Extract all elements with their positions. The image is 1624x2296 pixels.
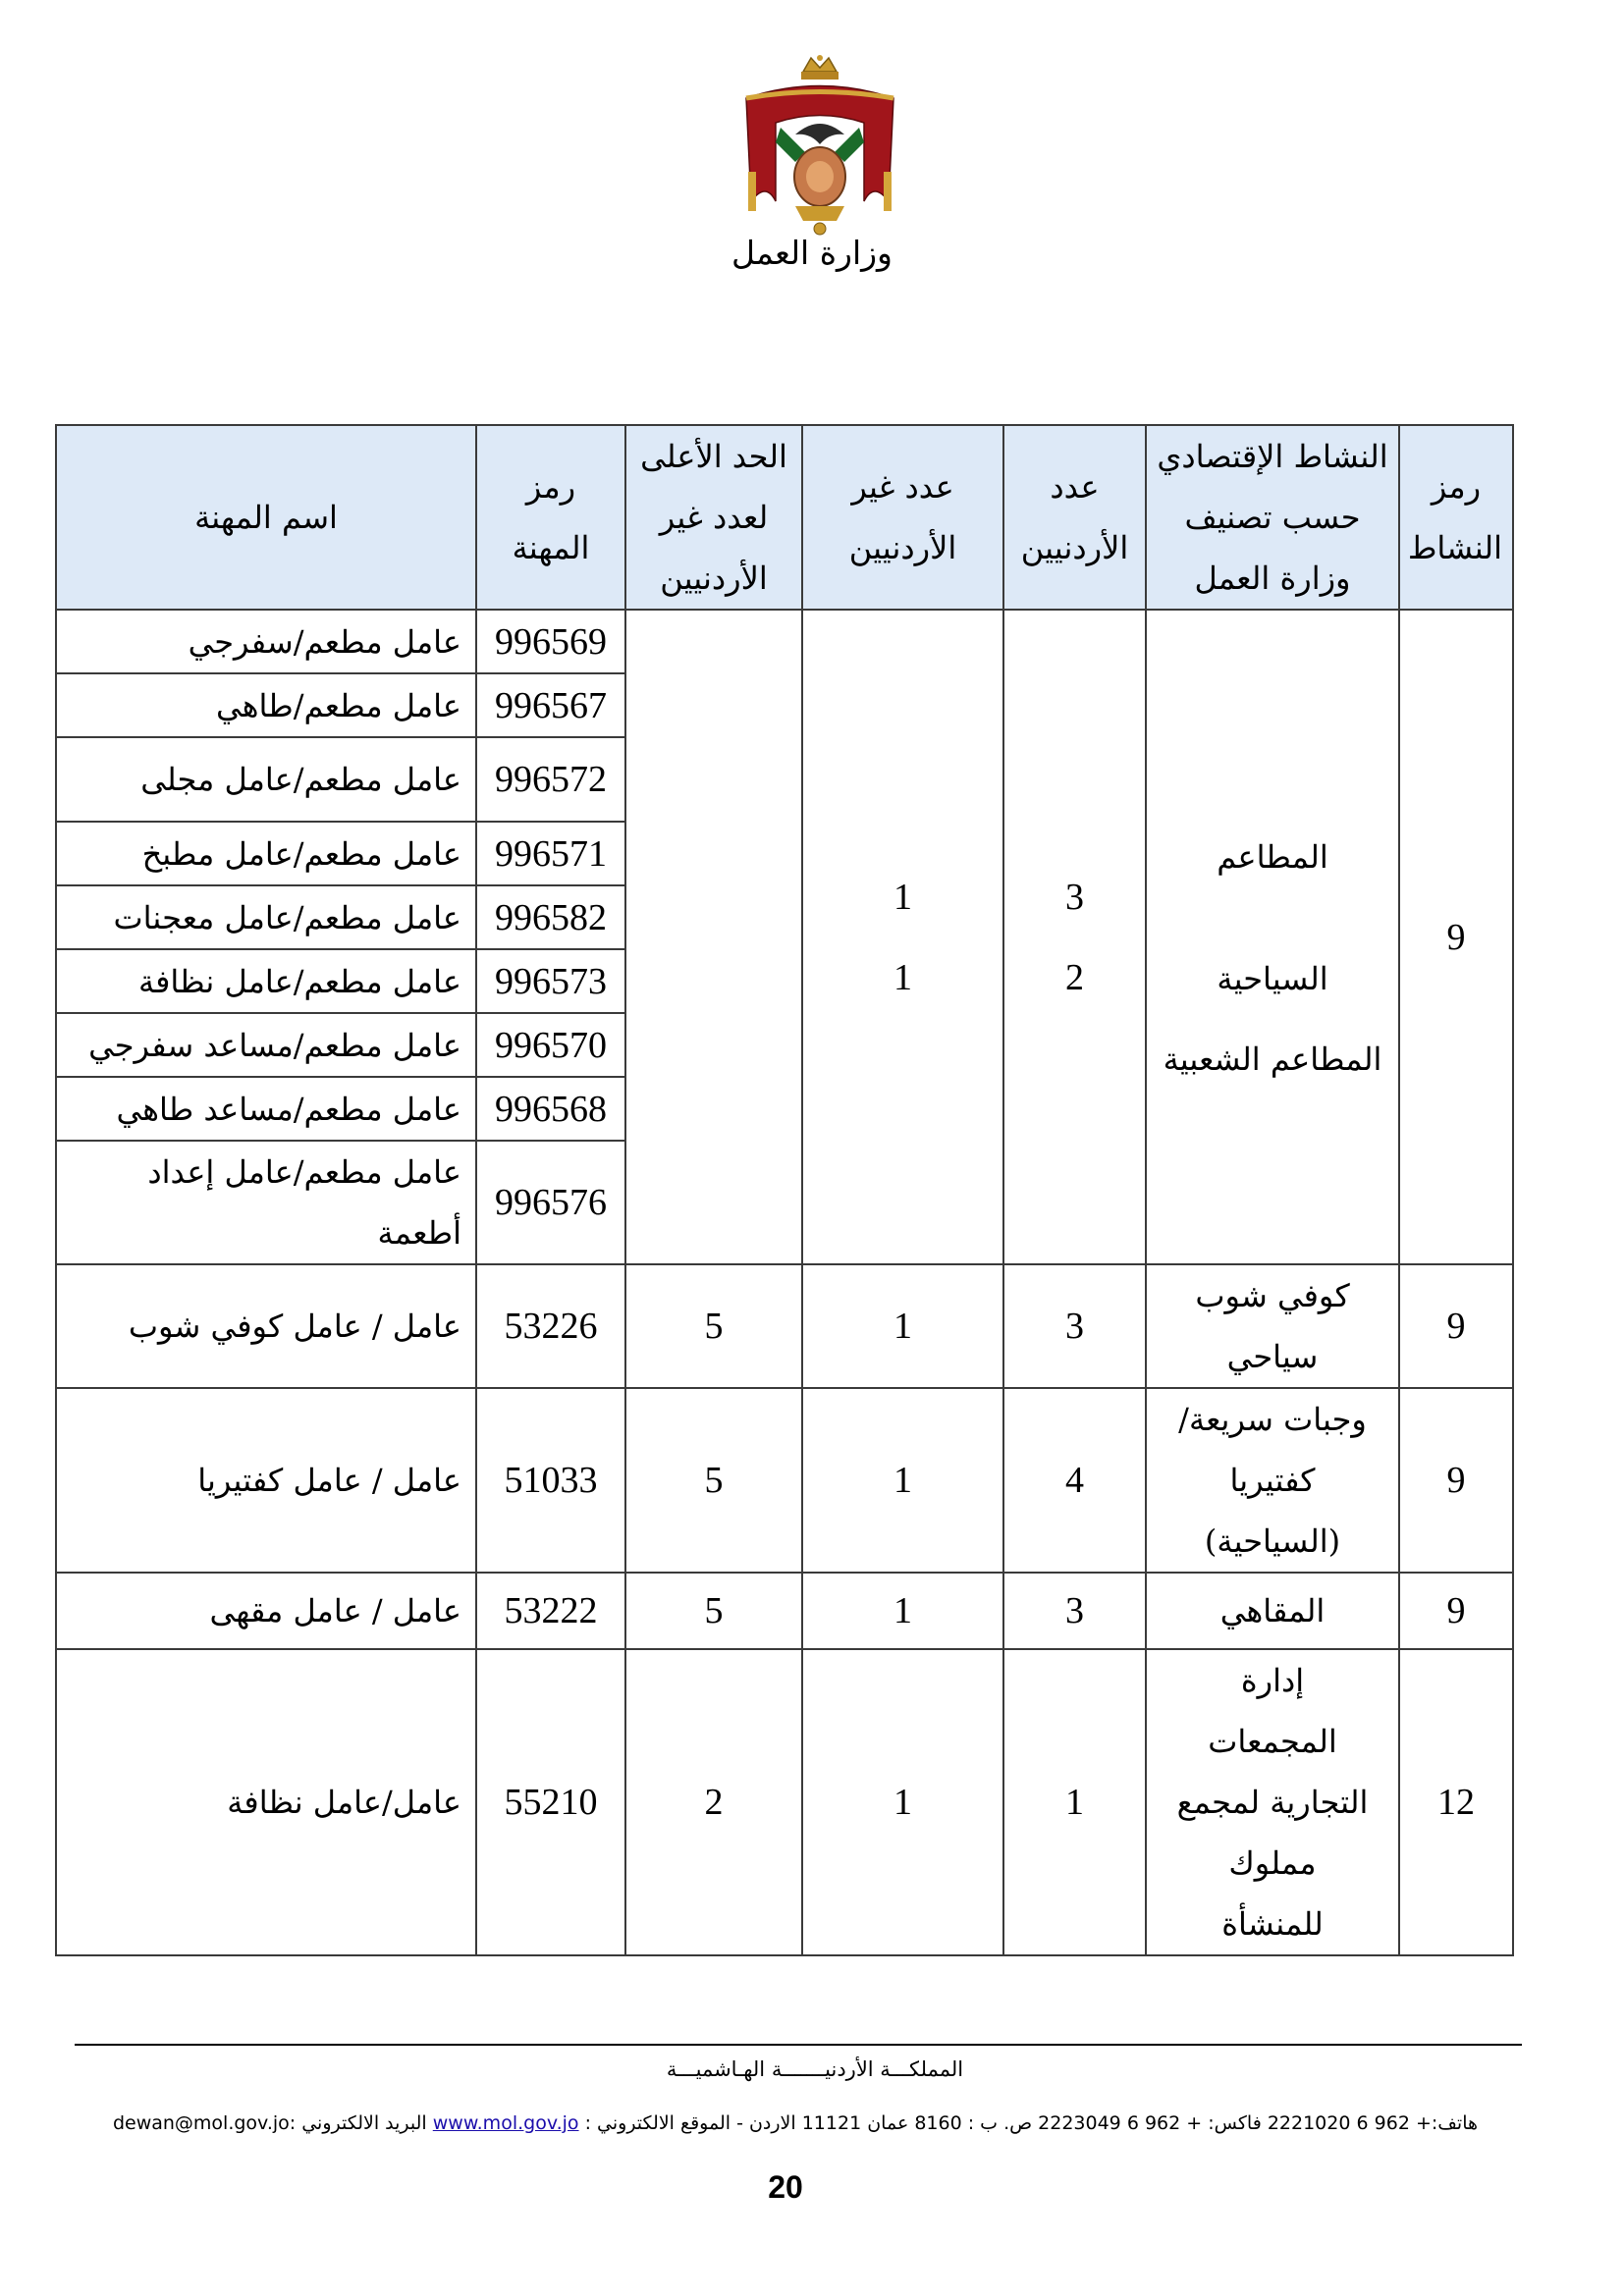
occupation-name-cell: عامل / عامل كوفي شوب bbox=[56, 1264, 476, 1388]
occupation-name-cell: عامل مطعم/عامل معجنات bbox=[56, 885, 476, 949]
table-header-row bbox=[56, 425, 1513, 610]
header-non-jordanians: عدد غير الأردنيين bbox=[802, 425, 1003, 610]
occupations-table bbox=[55, 424, 1514, 1956]
jordanians-cell: 1 bbox=[1003, 1649, 1146, 1955]
occupation-code-cell: 996573 bbox=[476, 949, 625, 1013]
occupation-code-cell: 996568 bbox=[476, 1077, 625, 1141]
non-jordanians-cell: 1 bbox=[802, 1573, 1003, 1649]
non-jordanians-cell: 1 bbox=[802, 1264, 1003, 1388]
table-row bbox=[56, 610, 1513, 673]
footer-kingdom-name: المملكـــة الأردنيـــــــة الهـاشميـــة bbox=[666, 2057, 964, 2081]
occupation-name-cell: عامل مطعم/عامل نظافة bbox=[56, 949, 476, 1013]
occupation-code-cell: 51033 bbox=[476, 1388, 625, 1573]
jordanians-value: 2 bbox=[1065, 956, 1084, 998]
activity-line: المطاعم السياحية bbox=[1217, 837, 1328, 997]
activity-code-cell: 9 bbox=[1399, 1388, 1513, 1573]
activity-code-cell: 9 bbox=[1399, 1264, 1513, 1388]
occupation-code-cell: 53226 bbox=[476, 1264, 625, 1388]
page-number: 20 bbox=[768, 2169, 803, 2205]
max-non-jordanians-cell: 5 bbox=[625, 1264, 802, 1388]
occupation-name-cell: عامل / عامل كفتيريا bbox=[56, 1388, 476, 1573]
table-row bbox=[56, 1388, 1513, 1573]
footer-contact-line bbox=[98, 2112, 1492, 2134]
occupation-name-cell: عامل مطعم/مساعد طاهي bbox=[56, 1077, 476, 1141]
header-occupation-code: رمز المهنة bbox=[476, 425, 625, 610]
occupation-name-cell: عامل مطعم/مساعد سفرجي bbox=[56, 1013, 476, 1077]
header-jordanians: عدد الأردنيين bbox=[1003, 425, 1146, 610]
website-link[interactable]: www.mol.gov.jo bbox=[432, 2112, 579, 2134]
non-jordanians-value: 1 bbox=[893, 956, 912, 998]
activity-cell: إدارة المجمعات التجارية لمجمع مملوك للمنشأة bbox=[1146, 1649, 1399, 1955]
header-max-non-jordanians: الحد الأعلى لعدد غير الأردنيين bbox=[625, 425, 802, 610]
header-occupation-name: اسم المهنة bbox=[56, 425, 476, 610]
jordanians-value: 3 bbox=[1065, 876, 1084, 918]
activity-code-cell: 9 bbox=[1399, 1573, 1513, 1649]
occupation-name-cell: عامل مطعم/عامل مجلى bbox=[56, 737, 476, 822]
footer-email: البريد الالكتروني :dewan@mol.gov.jo bbox=[112, 2112, 427, 2134]
activity-cell bbox=[1146, 610, 1399, 1264]
occupation-code-cell: 55210 bbox=[476, 1649, 625, 1955]
occupation-name-cell: عامل مطعم/عامل إعداد أطعمة bbox=[56, 1141, 476, 1264]
occupation-code-cell: 996571 bbox=[476, 822, 625, 885]
activity-code-cell: 9 bbox=[1399, 610, 1513, 1264]
occupation-name-cell: عامل مطعم/عامل مطبخ bbox=[56, 822, 476, 885]
footer-divider bbox=[75, 2044, 1522, 2046]
occupation-code-cell: 53222 bbox=[476, 1573, 625, 1649]
activity-cell: المقاهي bbox=[1146, 1573, 1399, 1649]
non-jordanians-cell: 1 bbox=[802, 1649, 1003, 1955]
non-jordanians-cell bbox=[802, 610, 1003, 1264]
non-jordanians-value: 1 bbox=[893, 876, 912, 918]
activity-code-cell: 12 bbox=[1399, 1649, 1513, 1955]
occupation-name-cell: عامل مطعم/سفرجي bbox=[56, 610, 476, 673]
table-row bbox=[56, 1264, 1513, 1388]
occupation-name-cell: عامل مطعم/طاهي bbox=[56, 673, 476, 737]
ministry-name: وزارة العمل bbox=[731, 234, 893, 272]
occupation-code-cell: 996569 bbox=[476, 610, 625, 673]
jordanians-cell: 4 bbox=[1003, 1388, 1146, 1573]
max-non-jordanians-cell: 5 bbox=[625, 1573, 802, 1649]
occupation-code-cell: 996567 bbox=[476, 673, 625, 737]
occupation-code-cell: 996576 bbox=[476, 1141, 625, 1264]
occupation-code-cell: 996572 bbox=[476, 737, 625, 822]
max-non-jordanians-cell: 2 bbox=[625, 1649, 802, 1955]
header-activity: النشاط الإقتصادي حسب تصنيف وزارة العمل bbox=[1146, 425, 1399, 610]
header-activity-code: رمز النشاط bbox=[1399, 425, 1513, 610]
table-row bbox=[56, 1649, 1513, 1955]
occupation-name-cell: عامل/عامل نظافة bbox=[56, 1649, 476, 1955]
max-non-jordanians-cell bbox=[625, 610, 802, 1264]
occupation-name-cell: عامل / عامل مقهى bbox=[56, 1573, 476, 1649]
coat-of-arms-emblem bbox=[727, 54, 913, 236]
activity-cell: وجبات سريعة/ كفتيريا (السياحية) bbox=[1146, 1388, 1399, 1573]
occupation-code-cell: 996570 bbox=[476, 1013, 625, 1077]
jordanians-cell bbox=[1003, 610, 1146, 1264]
activity-cell: كوفي شوب سياحي bbox=[1146, 1264, 1399, 1388]
non-jordanians-cell: 1 bbox=[802, 1388, 1003, 1573]
jordanians-cell: 3 bbox=[1003, 1573, 1146, 1649]
jordanians-cell: 3 bbox=[1003, 1264, 1146, 1388]
footer-phone-address: هاتف:+ 962 6 2221020 فاكس: + 962 6 2223049 ص. ب : 8160 عمان 11121 الاردن - الموقع الالكتروني : bbox=[584, 2112, 1479, 2134]
activity-line: المطاعم الشعبية bbox=[1163, 1040, 1382, 1078]
table-row bbox=[56, 1573, 1513, 1649]
max-non-jordanians-cell: 5 bbox=[625, 1388, 802, 1573]
occupation-code-cell: 996582 bbox=[476, 885, 625, 949]
